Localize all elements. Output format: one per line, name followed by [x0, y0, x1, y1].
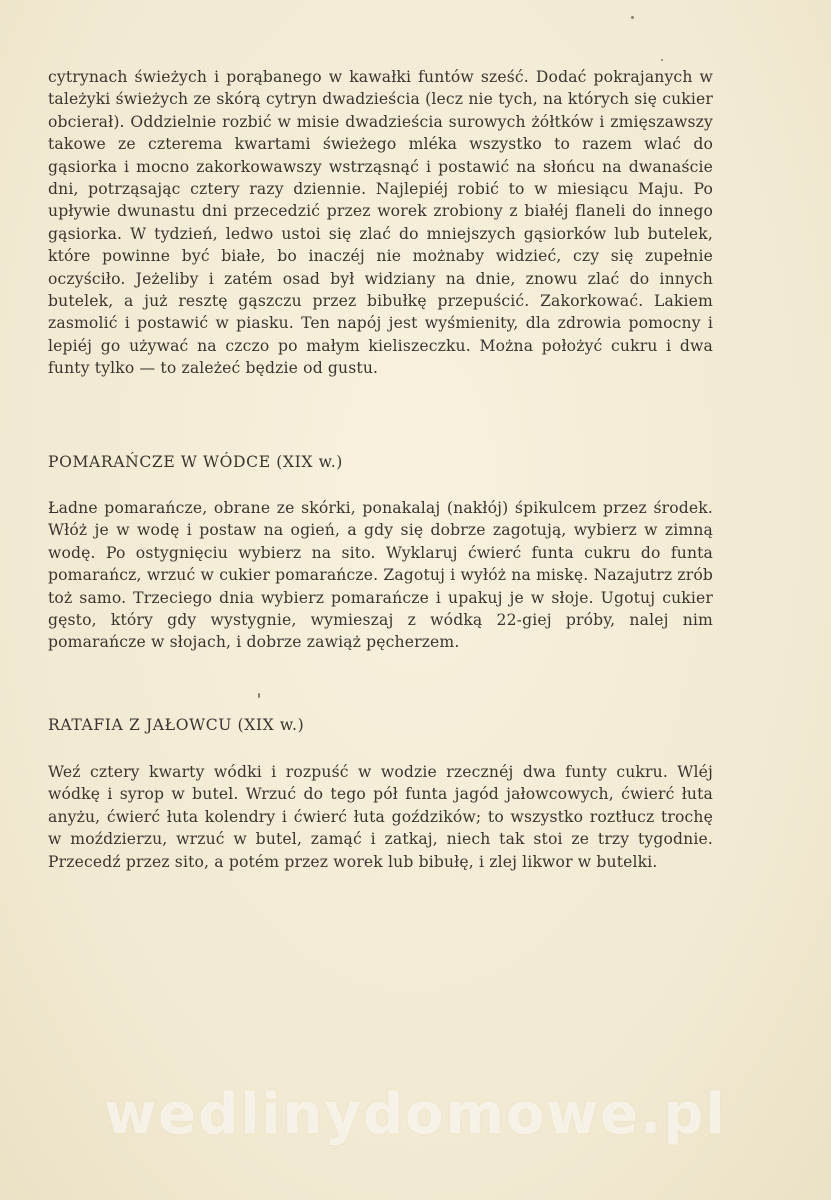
- print-speck: [631, 16, 634, 19]
- section-heading-pomarancze: POMARAŃCZE W WÓDCE (XIX w.): [48, 453, 343, 471]
- print-speck: [258, 693, 260, 698]
- intro-paragraph-text: cytrynach świeżych i porąbanego w kawałki funtów sześć. Dodać pokrajanych w tależyki świeżych ze skórą cytryn dwadzieścia (lecz nie tych, na których się cukier obcierał). Oddzielnie rozbić w misie dwadzieścia surowych żółtków i zmięszawszy takowe ze czterema kwartami świeżego mléka wszystko to razem wlać do gąsiorka i mocno zakorkowawszy wstrząsnąć i postawić na słońcu na dwanaście dni, potrząsając cztery razy dziennie. Najlepiéj robić to w miesiącu Maju. Po upływie dwunastu dni przecedzić przez worek zrobiony z białéj flaneli do innego gąsiorka. W tydzień, ledwo ustoi się zlać do mniejszych gąsiorków lub butelek, które powinne być białe, bo inaczéj nie możnaby widzieć, czy się zupełnie oczyściło. Jeżeliby i zatém osad był widziany na dnie, znowu zlać do innych butelek, a już resztę gąszczu przez bibułkę przepuścić. Zakorkować. Lakiem zasmolić i postawić w piasku. Ten napój jest wyśmienity, dla zdrowia pomocny i lepiéj go używać na czczo po małym kieliszeczku. Można położyć cukru i dwa funty tylko — to zależeć będzie od gustu.: [48, 68, 713, 378]
- print-speck: [661, 59, 663, 61]
- section-heading-ratafia: RATAFIA Z JAŁOWCU (XIX w.): [48, 716, 305, 734]
- section-body-ratafia: [48, 761, 713, 873]
- watermark: wedlinydomowe.pl: [104, 1082, 727, 1147]
- intro-paragraph: [48, 66, 713, 380]
- section-body-pomarancze-text: Ładne pomarańcze, obrane ze skórki, ponakalaj (nakłój) śpikulcem przez środek. Włóż je w wodę i postaw na ogień, a gdy się dobrze zagotują, wybierz w zimną wodę. Po ostygnięciu wybierz na sito. Wyklaruj ćwierć funta cukru do funta pomarańcz, wrzuć w cukier pomarańcze. Zagotuj i wyłóż na miskę. Nazajutrz zrób toż samo. Trzeciego dnia wybierz pomarańcze i upakuj je w słoje. Ugotuj cukier gęsto, który gdy wystygnie, wymieszaj z wódką 22-giej próby, nalej nim pomarańcze w słojach, i dobrze zawiąż pęcherzem.: [48, 499, 713, 652]
- section-body-ratafia-text: Weź cztery kwarty wódki i rozpuść w wodzie rzecznéj dwa funty cukru. Wléj wódkę i syrop w butel. Wrzuć do tego pół funta jagód jałowcowych, ćwierć łuta anyżu, ćwierć łuta kolendry i ćwierć łuta goździków; to wszystko roztłucz trochę w moździerzu, wrzuć w butel, zamąć i zatkaj, niech tak stoi ze trzy tygodnie. Przecedź przez sito, a potém przez worek lub bibułę, i zlej likwor w butelki.: [48, 763, 713, 871]
- section-body-pomarancze: [48, 497, 713, 654]
